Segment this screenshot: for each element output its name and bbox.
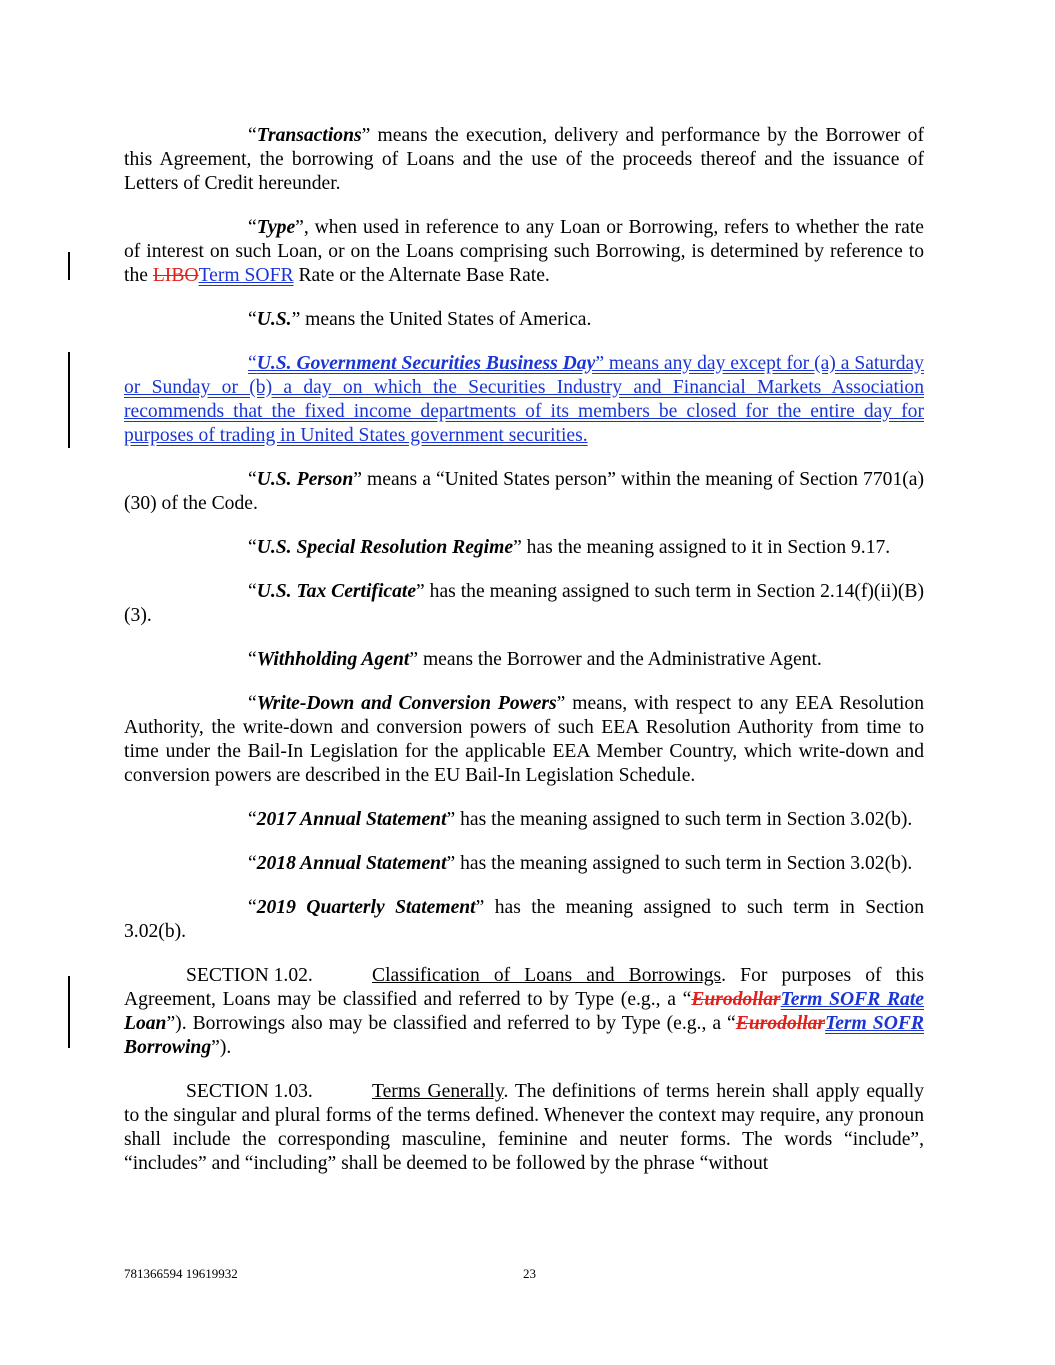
term: 2019 Quarterly Statement: [256, 897, 476, 918]
change-bar: [68, 352, 70, 448]
definition-us-gov-securities-business-day: “U.S. Government Securities Business Day” means any day except for (a) a Saturday or Sunday or (b) a day on which the Securities Industry and Financial Markets Association recommends that the fixed income departments of its members be closed for the entire day for purposes of trading in United States government securities.: [124, 352, 924, 448]
inserted-text: Term SOFR: [198, 265, 294, 286]
definition-2017-annual-statement: “2017 Annual Statement” has the meaning assigned to such term in Section 3.02(b).: [248, 809, 913, 830]
definition-us-person: “U.S. Person” means a “United States person” within the meaning of Section 7701(a)(30) of the Code.: [124, 469, 924, 514]
definition-type: “Type”, when used in reference to any Loan or Borrowing, refers to whether the rate of interest on such Loan, or on the Loans comprising such Borrowing, is determined by reference to the LIBOTerm SOFR Rate or the Alternate Base Rate.: [124, 216, 924, 288]
term: 2018 Annual Statement: [256, 853, 447, 874]
term: Withholding Agent: [256, 649, 410, 670]
section-caption: Classification of Loans and Borrowings: [372, 965, 722, 986]
section-1-03: SECTION 1.03. Terms Generally. The definitions of terms herein shall apply equally to the singular and plural forms of the terms defined. Whenever the context may require, any pronoun shall include the corresponding masculine, feminine and neuter forms. The words “include”, “includes” and “including” shall be deemed to be followed by the phrase “without: [124, 1081, 924, 1174]
section-number: SECTION 1.03.: [186, 1081, 313, 1102]
inserted-text: Term SOFR: [825, 1013, 924, 1034]
definition-us-tax-certificate: “U.S. Tax Certificate” has the meaning assigned to such term in Section 2.14(f)(ii)(B)(3).: [124, 581, 924, 626]
definition-us: “U.S.” means the United States of America.: [248, 309, 592, 330]
section-caption: Terms Generally: [372, 1081, 504, 1102]
term: U.S. Tax Certificate: [256, 581, 417, 602]
term: U.S. Government Securities Business Day: [256, 353, 596, 374]
deleted-text: Eurodollar: [691, 989, 781, 1010]
change-bar: [68, 252, 70, 280]
term: U.S.: [256, 309, 292, 330]
deleted-text: Eurodollar: [735, 1013, 826, 1034]
footer-document-id: 781366594 19619932: [124, 1266, 238, 1281]
term: U.S. Person: [256, 469, 354, 490]
section-1-02: SECTION 1.02. Classification of Loans and Borrowings. For purposes of this Agreement, Loans may be classified and referred to by Type (e.g., a “EurodollarTerm SOFR Rate Loan”). Borrowings also may be classified and referred to by Type (e.g., a “EurodollarTerm SOFR Borrowing”).: [124, 964, 924, 1060]
term: Type: [256, 217, 296, 238]
definition-withholding-agent: “Withholding Agent” means the Borrower and the Administrative Agent.: [248, 649, 822, 670]
term: U.S. Special Resolution Regime: [256, 537, 514, 558]
term: Write-Down and Conversion Powers: [256, 693, 557, 714]
footer-page-number: 23: [523, 1266, 536, 1281]
definition-transactions: “Transactions” means the execution, delivery and performance by the Borrower of this Agreement, the borrowing of Loans and the use of the proceeds thereof and the issuance of Letters of Credit hereunder.: [124, 125, 924, 194]
section-number: SECTION 1.02.: [186, 965, 313, 986]
definition-write-down-and-conversion-powers: “Write-Down and Conversion Powers” means, with respect to any EEA Resolution Authority, the write-down and conversion powers of such EEA Resolution Authority from time to time under the Bail-In Legislation for the applicable EEA Member Country, which write-down and conversion powers are described in the EU Bail-In Legislation Schedule.: [124, 693, 924, 786]
change-bar: [68, 976, 70, 1048]
definition-2018-annual-statement: “2018 Annual Statement” has the meaning assigned to such term in Section 3.02(b).: [248, 853, 913, 874]
term: 2017 Annual Statement: [256, 809, 447, 830]
deleted-text: LIBO: [152, 265, 199, 286]
definition-us-special-resolution-regime: “U.S. Special Resolution Regime” has the meaning assigned to it in Section 9.17.: [248, 537, 891, 558]
term: Transactions: [256, 125, 362, 146]
inserted-text: Term SOFR Rate: [780, 989, 924, 1010]
definition-2019-quarterly-statement: “2019 Quarterly Statement” has the meaning assigned to such term in Section 3.02(b).: [124, 897, 924, 942]
document-page: [124, 124, 924, 1196]
